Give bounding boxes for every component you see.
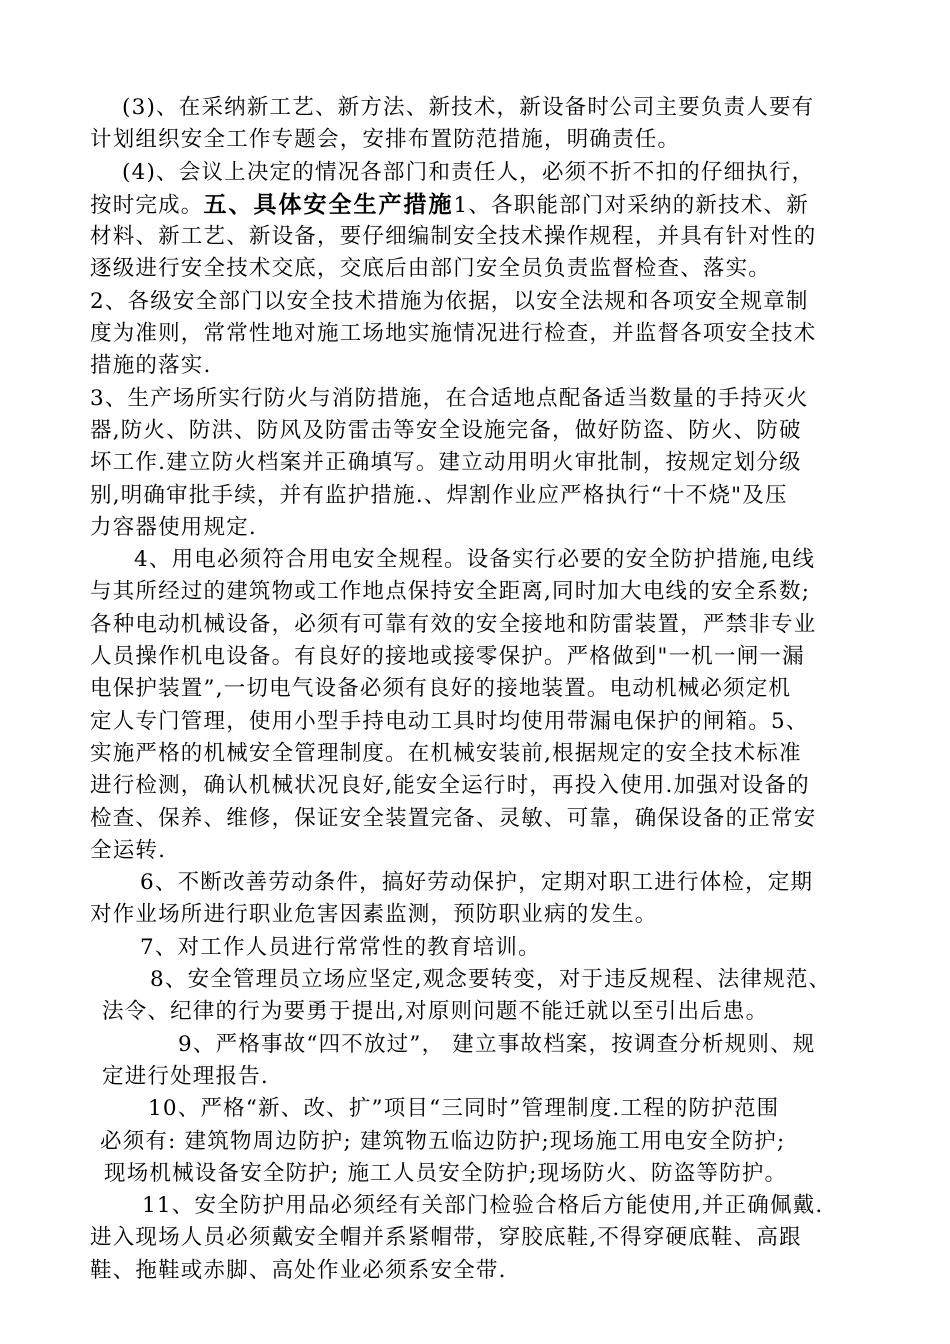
text-line: 对作业场所进行职业危害因素监测，预防职业病的发生。	[90, 902, 658, 928]
text-line: 定人专门管理，使用小型手持电动工具时均使用带漏电保护的闸箱。5、	[90, 708, 809, 734]
text-line: 全运转.	[90, 837, 167, 863]
text-line: 力容器使用规定.	[90, 514, 257, 540]
text-line: 法令、纪律的行为要勇于提出,对原则问题不能迁就以至引出后患。	[102, 999, 769, 1025]
text-line: 人员操作机电设备。有良好的接地或接零保护。严格做到"一机一闸一漏	[90, 644, 805, 670]
text-line: 检查、保养、维修，保证安全装置完备、灵敏、可靠，确保设备的正常安	[90, 805, 817, 831]
text-line: 器,防火、防洪、防风及防雷击等安全设施完备，做好防盗、防火、防破	[90, 417, 802, 443]
text-line: 10、严格“新、改、扩”项目“三同时”管理制度.工程的防护范围	[148, 1096, 780, 1122]
text-line: 实施严格的机械安全管理制度。在机械安装前,根据规定的安全技术标准	[90, 740, 802, 766]
section-heading: 五、具体安全生产措施	[203, 190, 454, 218]
text-segment: 按时完成。	[90, 192, 204, 218]
text-line: (3)、在采纳新工艺、新方法、新技术，新设备时公司主要负责人要有	[122, 95, 815, 120]
text-segment: 1、各职能部门对采纳的新技术、新	[453, 192, 809, 218]
paragraph-item-8	[90, 964, 860, 1029]
text-line: 进行检测，确认机械状况良好,能安全运行时，再投入使用.加强对设备的	[90, 773, 810, 799]
text-line: 必须有: 建筑物周边防护; 建筑物五临边防护;现场施工用电安全防护;	[100, 1128, 786, 1154]
paragraph-item-7	[90, 932, 860, 964]
text-line-with-heading	[90, 189, 860, 221]
paragraph-item-10	[90, 1093, 860, 1190]
text-line: 2、各级安全部门以安全技术措施为依据，以安全法规和各项安全规章制	[90, 288, 809, 314]
paragraph-item-2	[90, 286, 860, 383]
text-line: 6、不断改善劳动条件，搞好劳动保护，定期对职工进行体检，定期	[140, 870, 814, 896]
text-line: 计划组织安全工作专题会，安排布置防范措施，明确责任。	[90, 127, 681, 153]
text-line: 逐级进行安全技术交底，交底后由部门安全员负责监督检查、落实。	[90, 256, 772, 282]
text-line: 4、用电必须符合用电安全规程。设备实行必要的安全防护措施,电线	[134, 547, 816, 573]
text-line: 鞋、拖鞋或赤脚、高处作业必须系安全带.	[90, 1257, 507, 1283]
text-line: 进入现场人员必须戴安全帽并系紧帽带，穿胶底鞋,不得穿硬底鞋、高跟	[90, 1225, 802, 1251]
paragraph-item-3	[90, 383, 860, 544]
text-line: 9、严格事故“四不放过”， 建立事故档案，按调查分析规则、规	[178, 1031, 816, 1057]
document-page	[90, 92, 860, 1287]
text-line: 定进行处理报告.	[102, 1063, 269, 1089]
text-line: 各种电动机械设备，必须有可靠有效的安全接地和防雷装置，严禁非专业	[90, 611, 817, 637]
text-line: 8、安全管理员立场应坚定,观念要转变，对于违反规程、法律规范、	[150, 967, 832, 993]
text-line: 度为准则，常常性地对施工场地实施情况进行检查，并监督各项安全技术	[90, 321, 817, 347]
text-line: 与其所经过的建筑物或工作地点保持安全距离,同时加大电线的安全系数;	[90, 579, 811, 605]
text-line: 现场机械设备安全防护; 施工人员安全防护;现场防火、防盗等防护。	[104, 1160, 788, 1186]
text-line: 3、生产场所实行防火与消防措施，在合适地点配备适当数量的手持灭火	[90, 385, 809, 411]
paragraph-item-9	[90, 1029, 860, 1094]
paragraph-item-11	[90, 1190, 860, 1287]
paragraph-4	[90, 157, 860, 286]
text-line: 别,明确审批手续，并有监护措施.、焊割作业应严格执行“十不烧"及压	[90, 482, 788, 508]
text-line: 坏工作.建立防火档案并正确填写。建立动用明火审批制，按规定划分级	[90, 450, 802, 476]
text-line: 措施的落实.	[90, 353, 212, 379]
text-line: 电保护装置”,一切电气设备必须有良好的接地装置。电动机械必须定机	[90, 676, 792, 702]
text-line: 11、安全防护用品必须经有关部门检验合格后方能使用,并正确佩戴.	[142, 1193, 824, 1219]
paragraph-item-4	[90, 544, 860, 867]
text-line: 材料、新工艺、新设备，要仔细编制安全技术操作规程，并具有针对性的	[90, 224, 817, 250]
paragraph-3	[90, 92, 860, 157]
text-line: 7、对工作人员进行常常性的教育培训。	[140, 934, 541, 960]
text-line: (4)、会议上决定的情况各部门和责任人，必须不折不扣的仔细执行，	[122, 159, 815, 185]
paragraph-item-6	[90, 867, 860, 932]
